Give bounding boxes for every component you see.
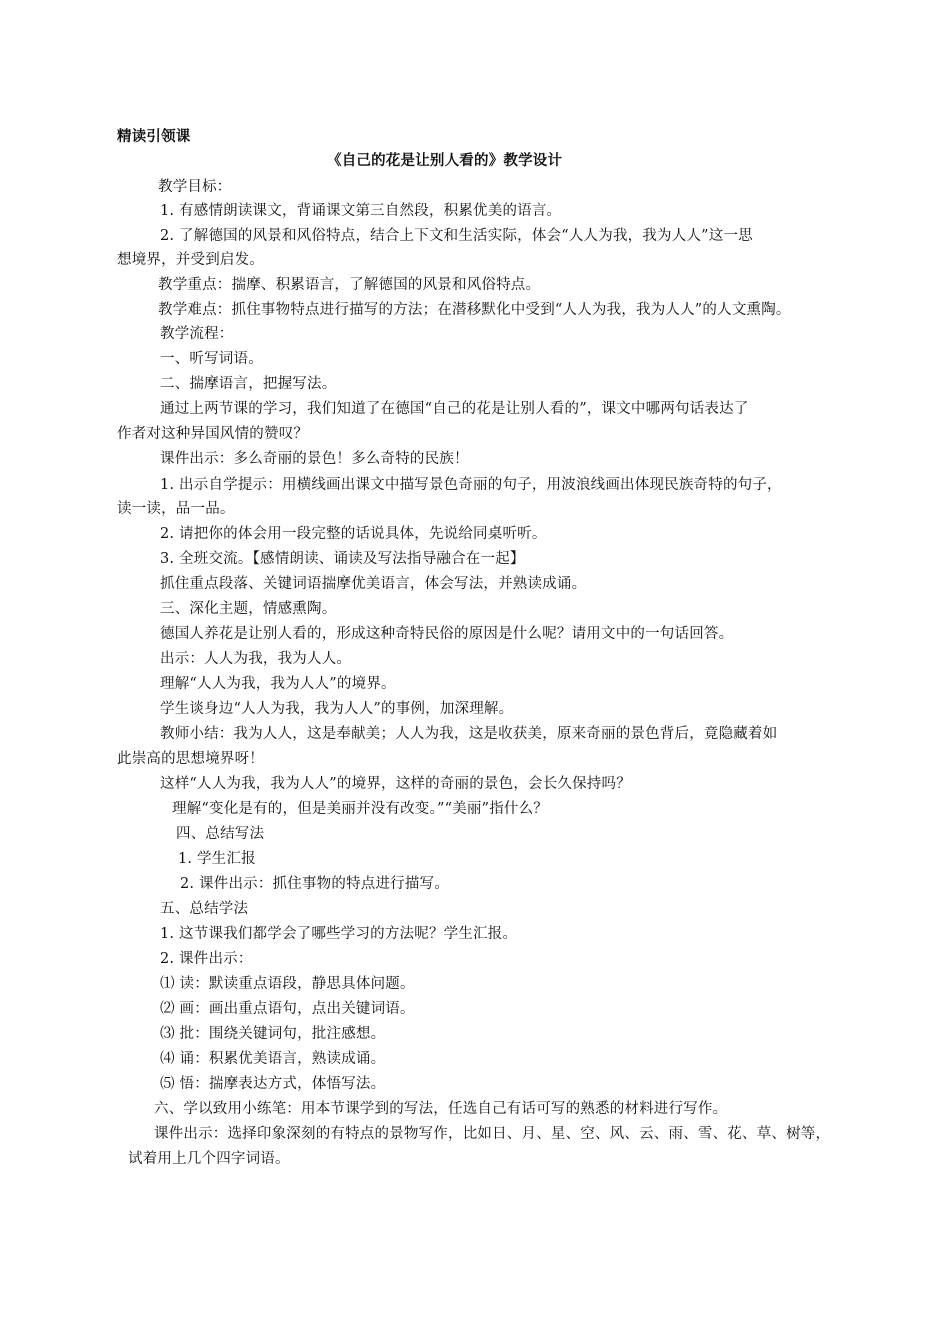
text-line: 2. 了解德国的风景和风俗特点，结合上下文和生活实际，体会“人人为我，我为人人”这一思 <box>160 228 753 244</box>
text-line: 1. 有感情朗读课文，背诵课文第三自然段，积累优美的语言。 <box>160 203 562 219</box>
text-line: 2. 课件出示：抓住事物的特点进行描写。 <box>180 876 449 892</box>
text-line: 理解“变化是有的，但是美丽并没有改变。”“美丽”指什么？ <box>172 801 548 817</box>
text-line: 出示：人人为我，我为人人。 <box>160 651 352 667</box>
text-line: 一、听写词语。 <box>160 351 263 367</box>
text-line: 读一读，品一品。 <box>117 501 235 517</box>
text-line: 课件出示：多么奇丽的景色！多么奇特的民族！ <box>160 451 469 467</box>
text-line: 四、总结写法 <box>176 826 265 842</box>
text-line: 教师小结：我为人人，这是奉献美；人人为我，这是收获美，原来奇丽的景色背后，竟隐藏着如 <box>160 726 778 742</box>
text-line: 3. 全班交流。【感情朗读、诵读及写法指导融合在一起】 <box>160 551 525 567</box>
text-line: 试着用上几个四字词语。 <box>128 1151 290 1167</box>
text-line: 二、揣摩语言，把握写法。 <box>160 376 337 392</box>
header-label: 精读引领课 <box>117 129 191 145</box>
text-line: 学生谈身边“人人为我，我为人人”的事例，加深理解。 <box>160 701 514 717</box>
text-line: 1. 出示自学提示：用横线画出课文中描写景色奇丽的句子，用波浪线画出体现民族奇特的句子， <box>160 477 782 493</box>
text-line: 1. 学生汇报 <box>178 851 256 867</box>
text-line: 五、总结学法 <box>160 901 249 917</box>
text-line: 教学目标： <box>158 179 232 195</box>
text-line: 通过上两节课的学习，我们知道了在德国“自己的花是让别人看的”，课文中哪两句话表达了 <box>160 401 749 417</box>
text-line: ⑵ 画：画出重点语句，点出关键词语。 <box>160 1001 415 1017</box>
text-line: 教学重点：揣摩、积累语言，了解德国的风景和风俗特点。 <box>158 277 541 293</box>
text-line: ⑷ 诵：积累优美语言，熟读成诵。 <box>160 1051 386 1067</box>
text-line: 1. 这节课我们都学会了哪些学习的方法呢？学生汇报。 <box>160 926 518 942</box>
text-line: 教学流程： <box>160 326 234 342</box>
text-line: 六、学以致用小练笔：用本节课学到的写法，任选自己有话可写的熟悉的材料进行写作。 <box>154 1101 728 1117</box>
text-line: 教学难点：抓住事物特点进行描写的方法；在潜移默化中受到“人人为我，我为人人”的人文熏陶。 <box>158 302 791 318</box>
text-line: 德国人养花是让别人看的，形成这种奇特民俗的原因是什么呢？请用文中的一句话回答。 <box>160 626 734 642</box>
text-line: 抓住重点段落、关键词语揣摩优美语言，体会写法，并熟读成诵。 <box>160 576 587 592</box>
document-title: 《自己的花是让别人看的》教学设计 <box>327 153 563 169</box>
text-line: 三、深化主题，情感熏陶。 <box>160 601 337 617</box>
text-line: ⑴ 读：默读重点语段，静思具体问题。 <box>160 976 415 992</box>
text-line: 这样“人人为我，我为人人”的境界，这样的奇丽的景色，会长久保持吗？ <box>160 776 631 792</box>
text-line: ⑶ 批：围绕关键词句，批注感想。 <box>160 1026 386 1042</box>
text-line: 理解“人人为我，我为人人”的境界。 <box>160 676 396 692</box>
text-line: ⑸ 悟：揣摩表达方式，体悟写法。 <box>160 1076 386 1092</box>
text-line: 2. 请把你的体会用一段完整的话说具体，先说给同桌听听。 <box>160 526 547 542</box>
text-line: 想境界，并受到启发。 <box>117 252 264 268</box>
text-line: 2. 课件出示： <box>160 951 253 967</box>
text-line: 此崇高的思想境界呀！ <box>117 751 264 767</box>
text-line: 作者对这种异国风情的赞叹？ <box>117 426 309 442</box>
text-line: 课件出示：选择印象深刻的有特点的景物写作，比如日、月、星、空、风、云、雨、雪、花、草、树等， <box>154 1126 831 1142</box>
